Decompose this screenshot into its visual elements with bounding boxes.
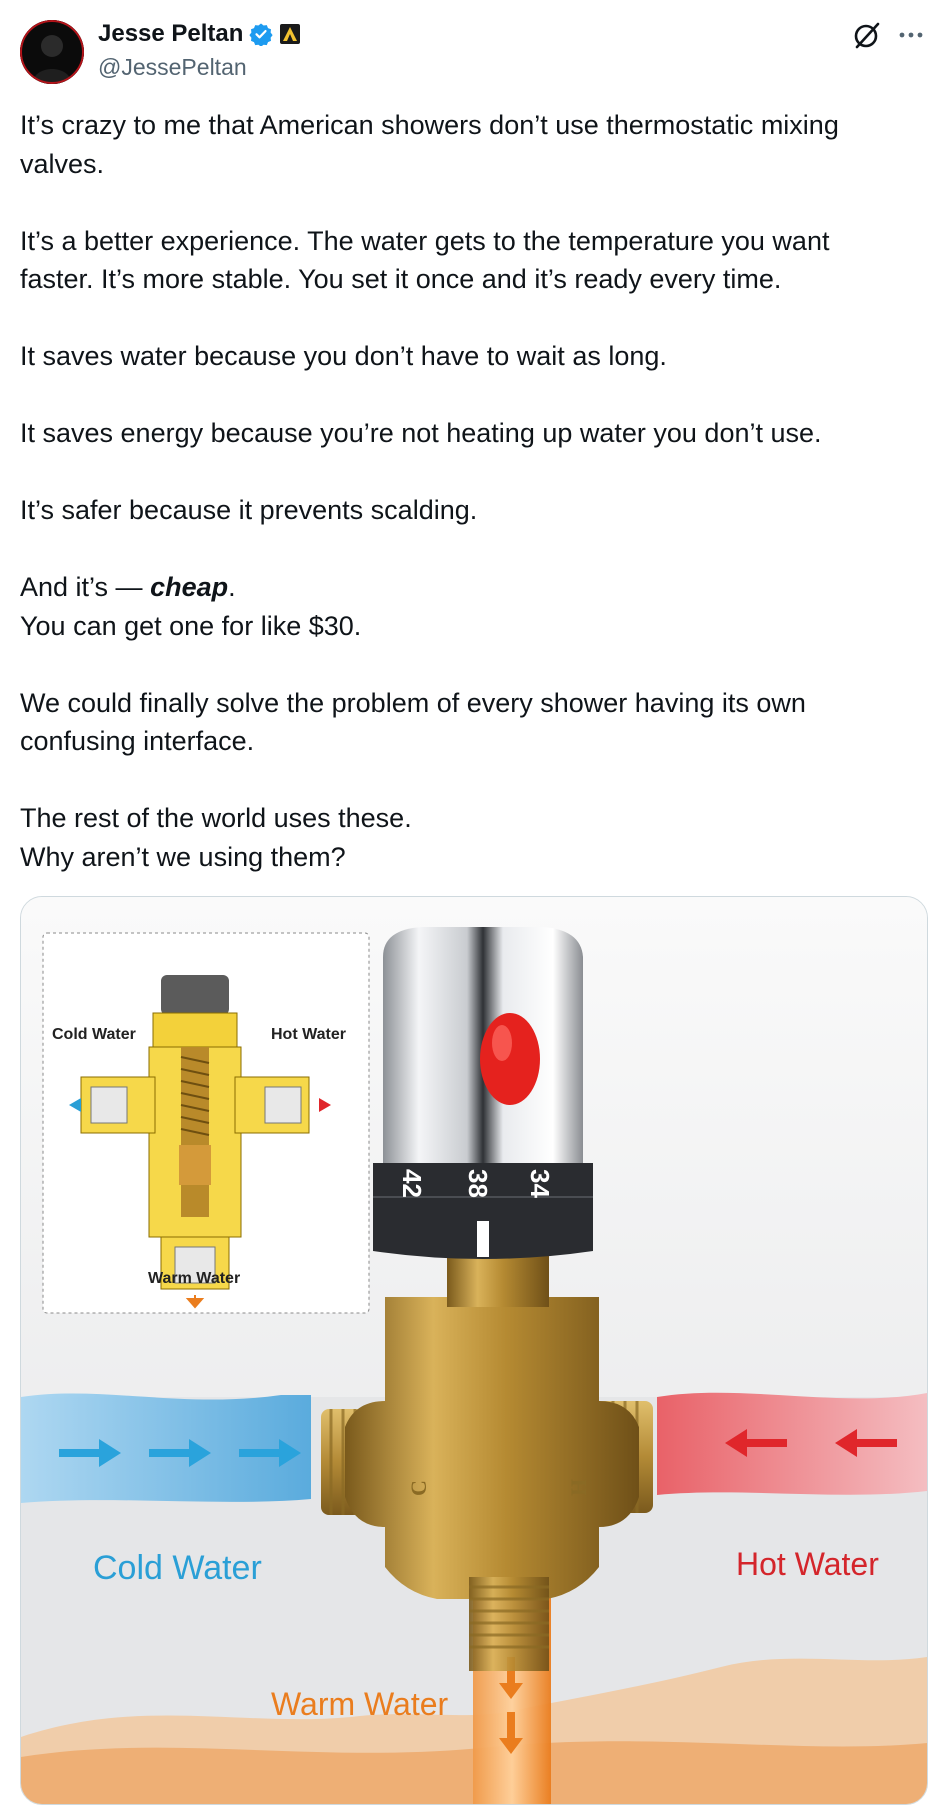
author-handle[interactable]: @JessePeltan	[98, 54, 247, 80]
price-line: You can get one for like $30.	[20, 610, 362, 641]
valve-illustration	[21, 897, 927, 1804]
warm-water-label: Warm Water	[271, 1686, 449, 1722]
dial-34: 34	[525, 1169, 555, 1198]
tweet-paragraph: It saves energy because you’re not heating up water you don’t use.	[20, 418, 822, 448]
closing-line-2: Why aren’t we using them?	[20, 841, 346, 872]
tweet-paragraph: It’s a better experience. The water gets to the temperature you want faster. It’s more stable. You set it once and it’s ready every time.	[20, 225, 830, 294]
dial-42: 42	[397, 1169, 427, 1198]
hot-indicator-dot	[480, 1013, 540, 1105]
inset-hot-label: Hot Water	[271, 1026, 346, 1043]
grok-icon[interactable]	[852, 20, 882, 50]
cheap-prefix: And it’s —	[20, 572, 151, 602]
dial-38: 38	[463, 1169, 493, 1198]
author-avatar[interactable]	[20, 20, 84, 84]
tweet-paragraph: It’s crazy to me that American showers don’t use thermostatic mixing valves.	[20, 110, 839, 179]
cheap-emphasis: cheap	[150, 572, 229, 602]
inset-warm-label: Warm Water	[148, 1270, 241, 1287]
tweet-text	[20, 106, 900, 876]
more-options-icon[interactable]	[896, 22, 926, 48]
hot-marking: H	[566, 1478, 591, 1496]
inset-diagram	[43, 933, 369, 1313]
author-name-row	[98, 20, 301, 48]
inset-cold-label: Cold Water	[52, 1026, 136, 1043]
valve-body	[345, 1297, 639, 1599]
tweet-paragraph: We could finally solve the problem of every shower having its own confusing interface.	[20, 687, 806, 756]
tweet-paragraph: It’s safer because it prevents scalding.	[20, 495, 478, 525]
verified-badge-icon	[249, 22, 273, 46]
cold-water-stream	[21, 1394, 311, 1503]
closing-line-1: The rest of the world uses these.	[20, 803, 412, 833]
cheap-suffix: .	[228, 572, 236, 602]
hot-water-label: Hot Water	[736, 1546, 879, 1582]
tweet-header	[0, 0, 940, 100]
cold-water-label: Cold Water	[93, 1549, 262, 1587]
tweet-media-image[interactable]	[20, 896, 928, 1805]
tweet-paragraph-cheap	[20, 568, 900, 645]
tweet-paragraph: It saves water because you don’t have to wait as long.	[20, 341, 667, 371]
affiliate-badge-icon	[279, 23, 301, 45]
cold-marking: C	[406, 1480, 431, 1496]
author-name[interactable]: Jesse Peltan	[98, 20, 244, 47]
tweet-paragraph-closing	[20, 799, 900, 876]
cheap-line	[20, 568, 900, 607]
